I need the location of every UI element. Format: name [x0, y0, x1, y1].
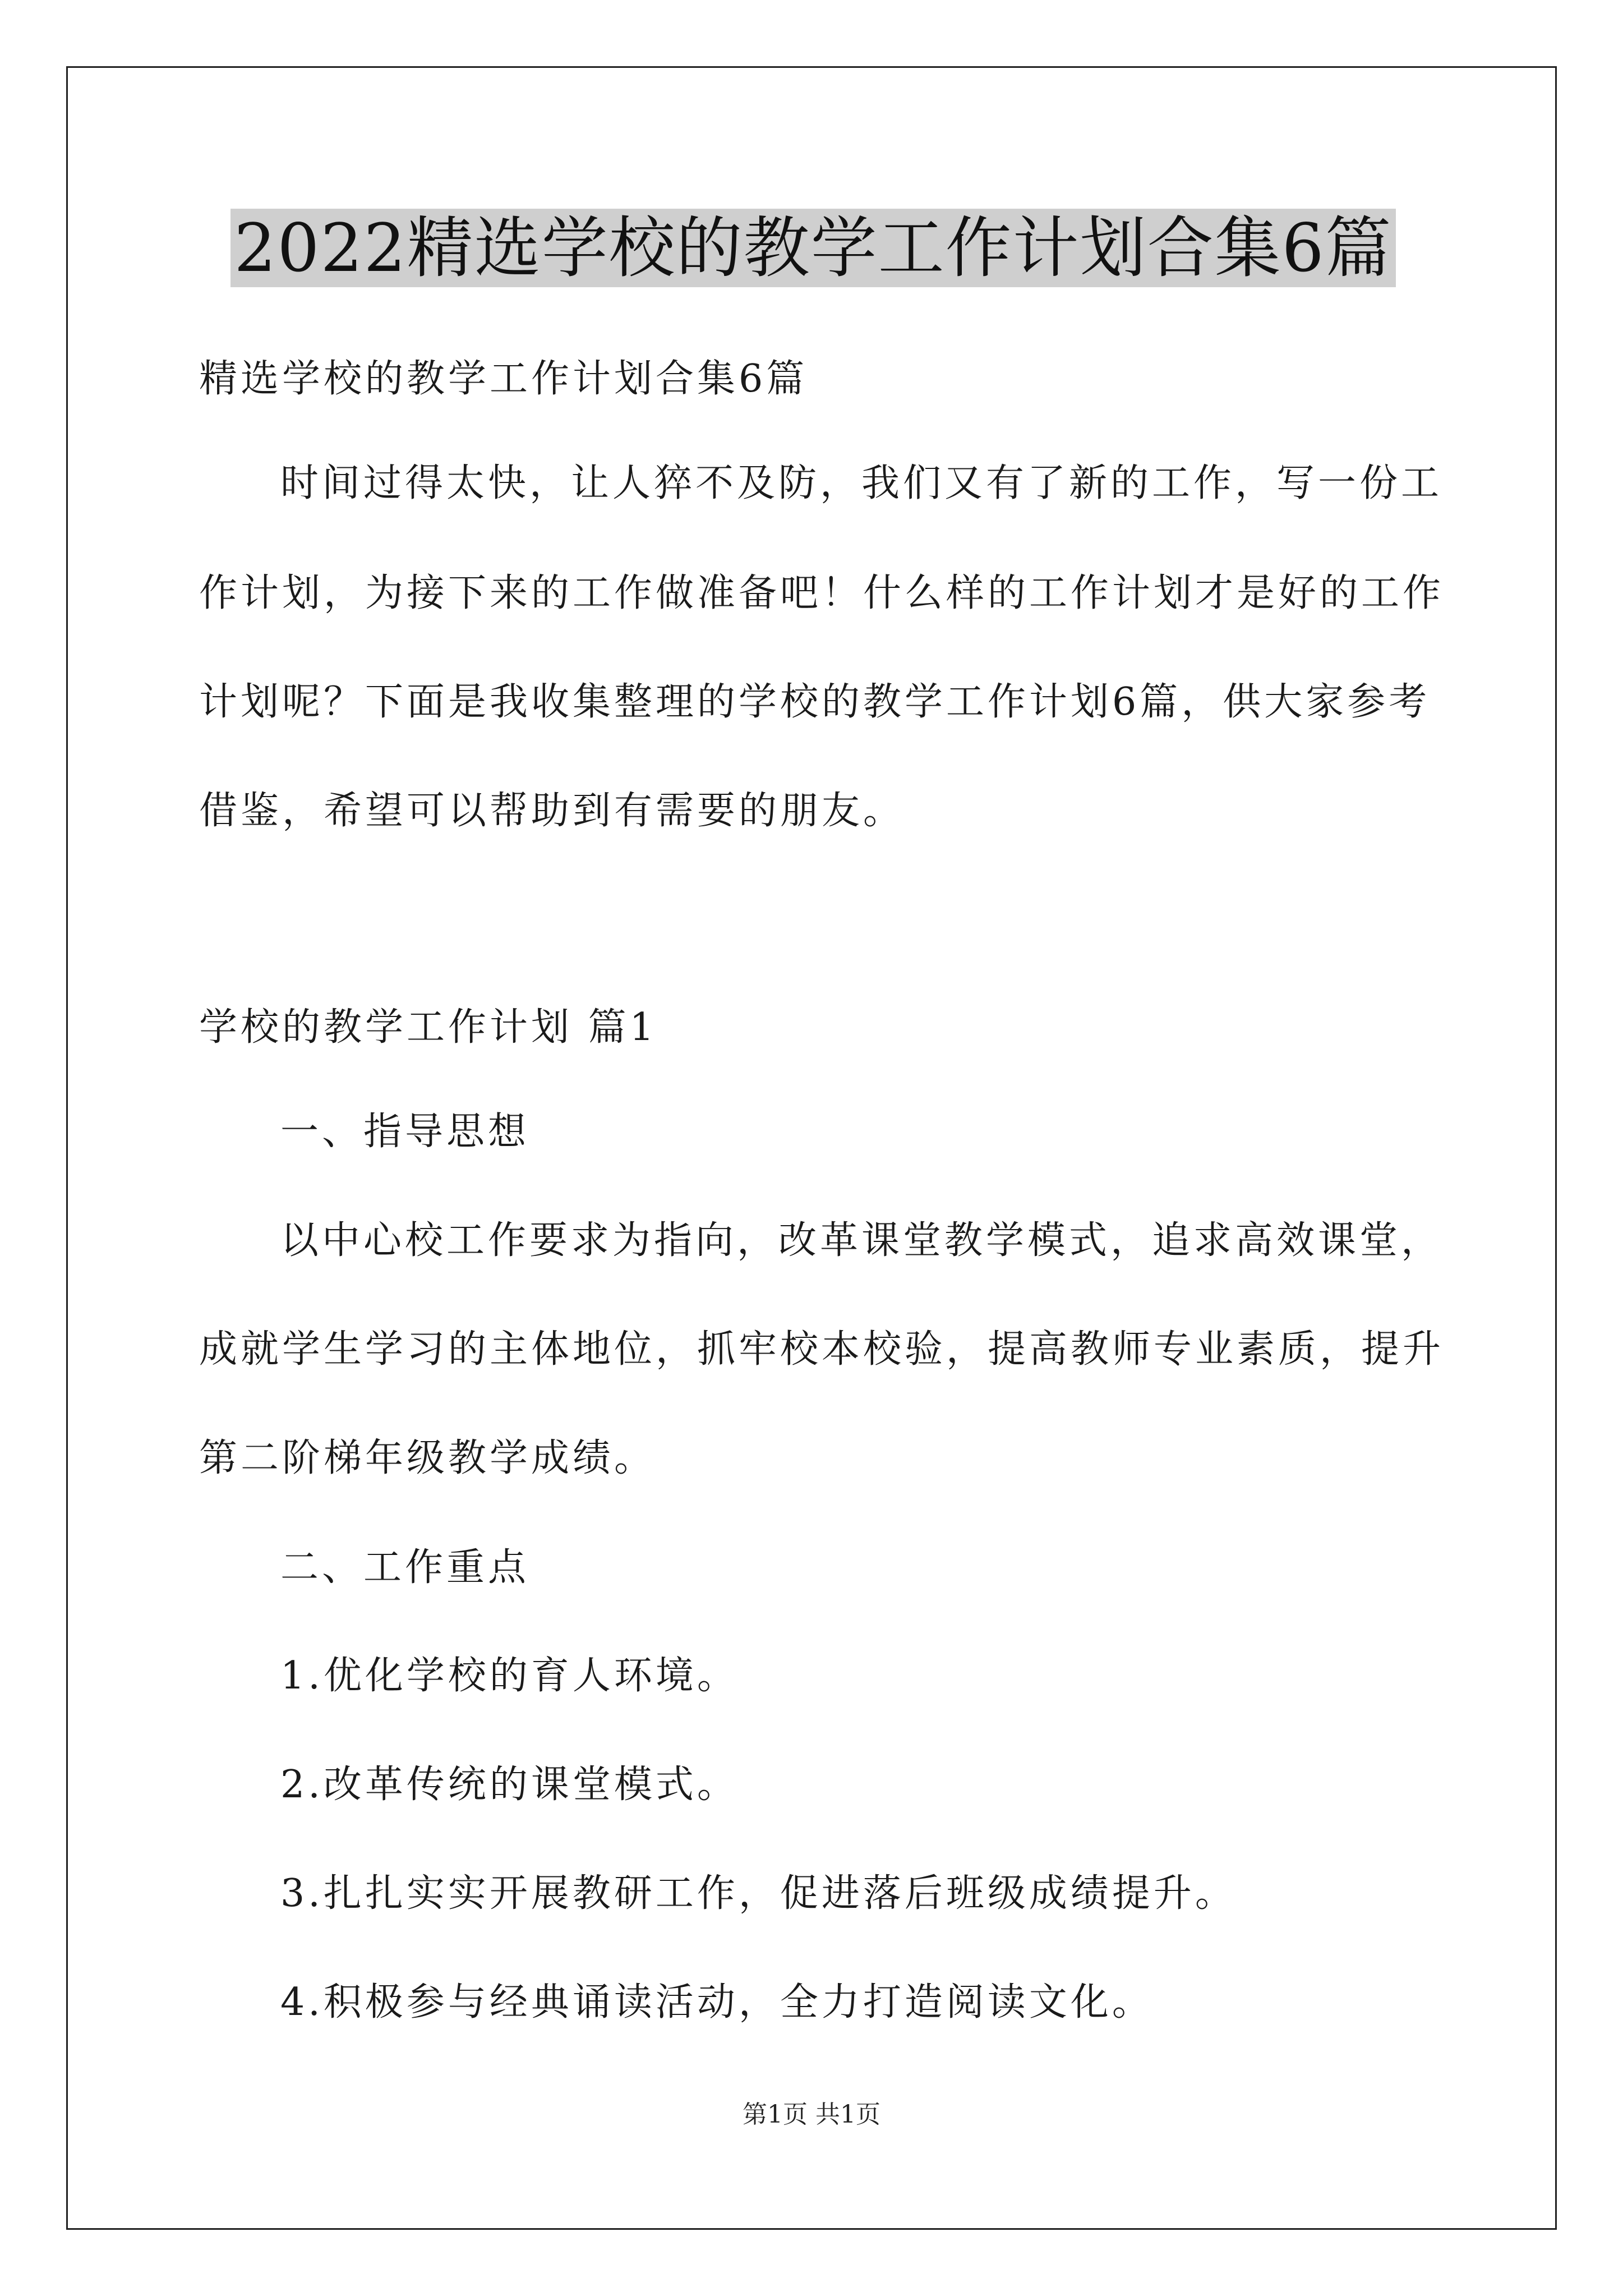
intro-line: 时间过得太快，让人猝不及防，我们又有了新的工作，写一份工	[280, 461, 1443, 505]
intro-line: 作计划，为接下来的工作做准备吧！什么样的工作计划才是好的工作	[199, 571, 1445, 615]
title-block	[199, 209, 1427, 287]
section-heading: 学校的教学工作计划 篇1	[199, 1005, 657, 1050]
list-item: 2.改革传统的课堂模式。	[280, 1763, 739, 1807]
document-title: 2022精选学校的教学工作计划合集6篇	[230, 209, 1395, 287]
intro-line: 借鉴，希望可以帮助到有需要的朋友。	[199, 789, 905, 833]
intro-line: 计划呢？下面是我收集整理的学校的教学工作计划6篇，供大家参考	[199, 680, 1431, 724]
list-item: 1.优化学校的育人环境。	[280, 1654, 739, 1698]
list-item: 3.扎扎实实开展教研工作，促进落后班级成绩提升。	[280, 1871, 1237, 1916]
part-heading: 二、工作重点	[280, 1545, 530, 1590]
paragraph-line: 成就学生学习的主体地位，抓牢校本校验，提高教师专业素质，提升	[199, 1327, 1445, 1372]
page-footer: 第1页 共1页	[743, 2100, 880, 2129]
part-heading: 一、指导思想	[280, 1110, 530, 1154]
document-subtitle: 精选学校的教学工作计划合集6篇	[199, 357, 808, 401]
list-item: 4.积极参与经典诵读活动，全力打造阅读文化。	[280, 1980, 1154, 2024]
paragraph-line: 第二阶梯年级教学成绩。	[199, 1436, 656, 1480]
paragraph-line: 以中心校工作要求为指向，改革课堂教学模式，追求高效课堂，	[280, 1218, 1443, 1263]
